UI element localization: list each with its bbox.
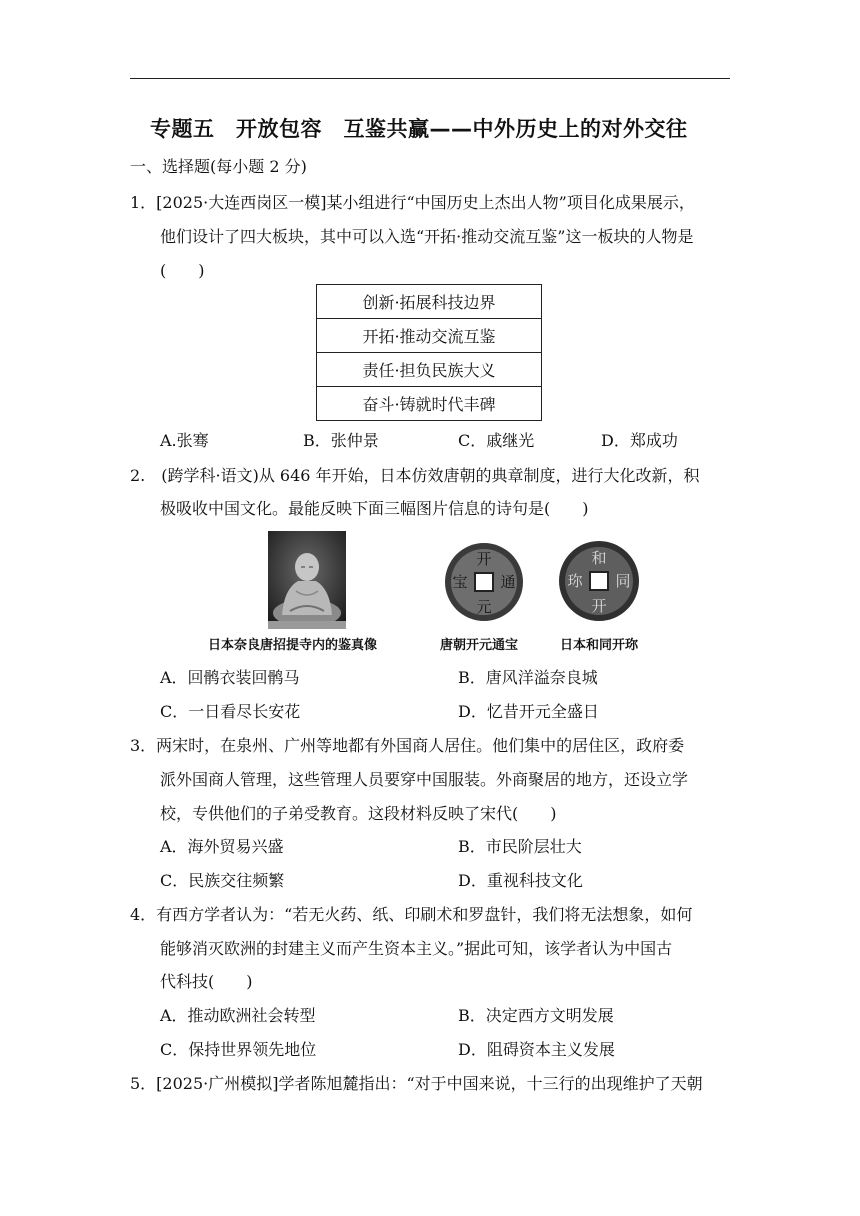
table-cell: 奋斗·铸就时代丰碑 bbox=[317, 387, 542, 421]
option-d: D．重视科技文化 bbox=[458, 871, 583, 890]
option-d: D．郑成功 bbox=[601, 431, 678, 450]
header-rule bbox=[130, 78, 730, 79]
option-a: A．回鹘衣装回鹘马 bbox=[160, 668, 300, 687]
option-c: C．民族交往频繁 bbox=[160, 871, 285, 890]
figure-caption: 唐朝开元通宝 bbox=[440, 638, 519, 653]
question-text: 3．两宋时，在泉州、广州等地都有外国商人居住。他们集中的居住区，政府委 bbox=[130, 736, 685, 755]
question-text: ( ) bbox=[160, 261, 205, 280]
question-text: 5．[2025·广州模拟]学者陈旭麓指出：“对于中国来说，十三行的出现维护了天朝 bbox=[130, 1074, 703, 1093]
figure-caption: 日本奈良唐招提寺内的鉴真像 bbox=[208, 638, 378, 653]
question-text: 校，专供他们的子弟受教育。这段材料反映了宋代( ) bbox=[160, 804, 557, 823]
question-text: 他们设计了四大板块，其中可以入选“开拓·推动交流互鉴”这一板块的人物是 bbox=[160, 227, 694, 246]
question-text: 代科技( ) bbox=[160, 972, 253, 991]
question-text: 2. (跨学科·语文)从 646 年开始，日本仿效唐朝的典章制度，进行大化改新，积 bbox=[130, 466, 700, 485]
option-a: A．推动欧洲社会转型 bbox=[160, 1006, 316, 1025]
option-d: D．忆昔开元全盛日 bbox=[458, 702, 599, 721]
table-cell: 开拓·推动交流互鉴 bbox=[317, 319, 542, 353]
option-a: A.张骞 bbox=[160, 431, 209, 450]
coin-glyph: 宝 bbox=[452, 573, 468, 591]
question-text: 能够消灭欧洲的封建主义而产生资本主义。”据此可知，该学者认为中国古 bbox=[160, 939, 673, 958]
table-cell: 创新·拓展科技边界 bbox=[317, 285, 542, 319]
coin-glyph: 珎 bbox=[567, 572, 583, 590]
option-a: A．海外贸易兴盛 bbox=[160, 837, 284, 856]
figure-caption: 日本和同开珎 bbox=[560, 638, 639, 653]
question-text: 1．[2025·大连西岗区一模]某小组进行“中国历史上杰出人物”项目化成果展示， bbox=[130, 193, 695, 212]
wado-coin-image bbox=[557, 539, 641, 623]
question-text: 4．有西方学者认为：“若无火药、纸、印刷术和罗盘针，我们将无法想象，如何 bbox=[130, 905, 693, 924]
question-text: 派外国商人管理，这些管理人员要穿中国服装。外商聚居的地方，还设立学 bbox=[160, 770, 689, 789]
option-c: C．保持世界领先地位 bbox=[160, 1040, 317, 1059]
jianzhen-statue-image bbox=[268, 531, 346, 629]
option-b: B．张仲景 bbox=[303, 431, 379, 450]
coin-glyph: 开 bbox=[591, 597, 607, 615]
coin-glyph: 和 bbox=[591, 549, 607, 567]
option-b: B．决定西方文明发展 bbox=[458, 1006, 614, 1025]
page-title: 专题五 开放包容 互鉴共赢——中外历史上的对外交往 bbox=[150, 117, 688, 141]
kaiyuan-coin-image bbox=[443, 541, 525, 623]
option-d: D．阻碍资本主义发展 bbox=[458, 1040, 615, 1059]
coin-glyph: 开 bbox=[476, 550, 492, 568]
board-table bbox=[316, 284, 542, 421]
option-b: B．唐风洋溢奈良城 bbox=[458, 668, 598, 687]
option-c: C．戚继光 bbox=[458, 431, 535, 450]
coin-glyph: 通 bbox=[500, 573, 516, 591]
table-cell: 责任·担负民族大义 bbox=[317, 353, 542, 387]
coin-glyph: 元 bbox=[476, 598, 492, 616]
question-text: 极吸收中国文化。最能反映下面三幅图片信息的诗句是( ) bbox=[160, 499, 589, 518]
section-heading: 一、选择题(每小题 2 分) bbox=[130, 157, 307, 176]
option-b: B．市民阶层壮大 bbox=[458, 837, 582, 856]
option-c: C．一日看尽长安花 bbox=[160, 702, 301, 721]
coin-glyph: 同 bbox=[615, 572, 631, 590]
